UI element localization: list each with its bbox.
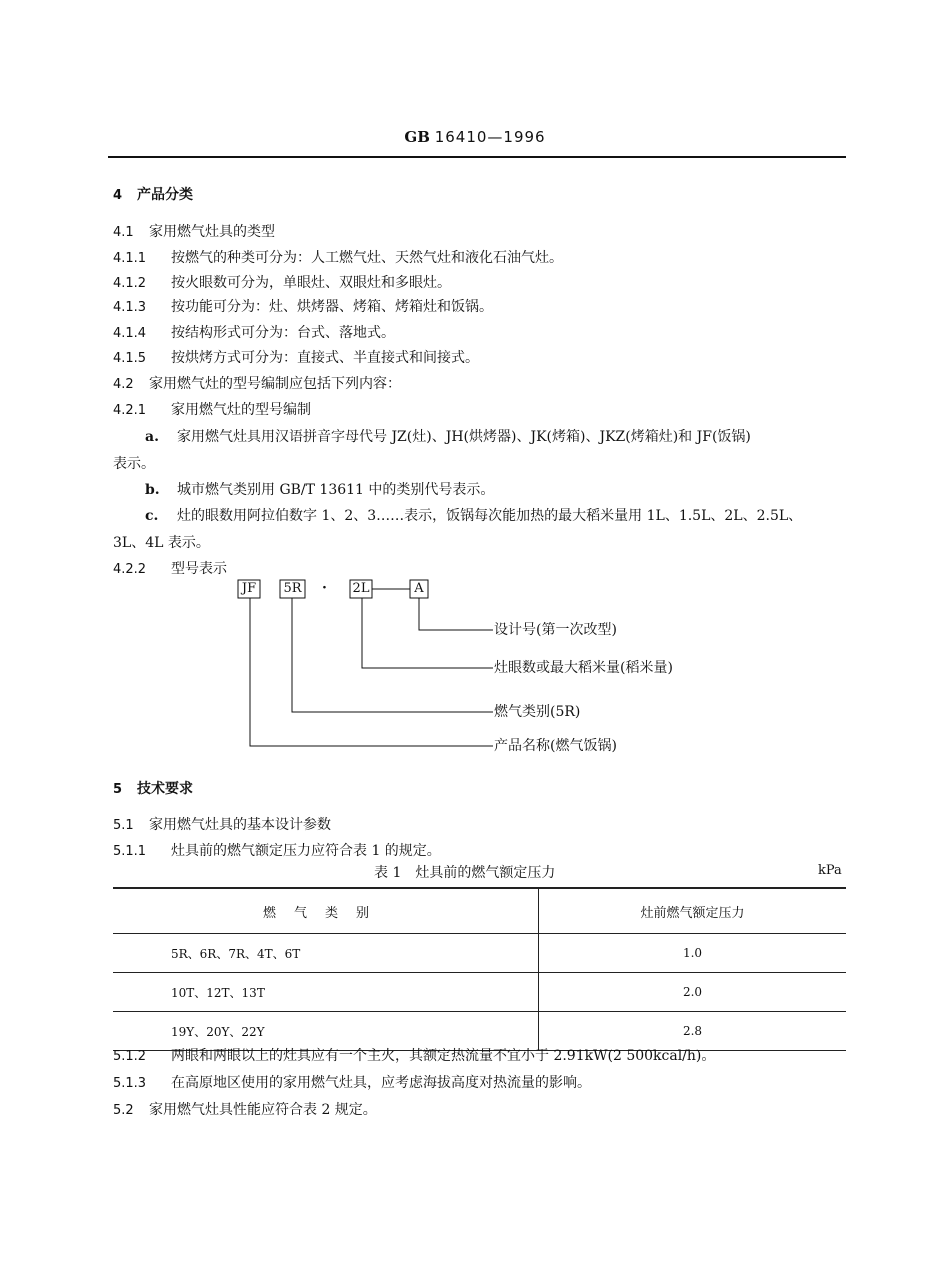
section-line: 4.1.4 按结构形式可分为：台式、落地式。 [113,325,395,341]
connector-5r [292,598,493,712]
box-label: 5R [283,581,302,596]
table-row [113,934,846,973]
box-label: 2L [352,581,370,596]
section-line: 4.1.1 按燃气的种类可分为：人工燃气灶、天然气灶和液化石油气灶。 [113,250,563,266]
diagram-label: 燃气类别(5R) [494,704,581,720]
table-unit: kPa [818,863,842,878]
connector-a [419,598,493,630]
section-line: 4.2.2 型号表示 [113,561,227,577]
table-cell: 1.0 [539,934,847,973]
section-line: 4.1.3 按功能可分为：灶、烘烤器、烤箱、烤箱灶和饭锅。 [113,299,493,315]
pressure-table [113,887,846,1051]
connector-2l [362,598,493,668]
section-line: 4.2 家用燃气灶的型号编制应包括下列内容： [113,376,401,392]
table-cell: 5R、6R、7R、4T、6T [113,934,539,973]
table-cell: 2.0 [539,973,847,1012]
table-cell: 10T、12T、13T [113,973,539,1012]
table-header-row [113,888,846,934]
header-cell: 燃气类别 [113,888,539,934]
section-line: 5.1.2 两眼和两眼以上的灶具应有一个主火，其额定热流量不宜小于 2.91kW(2 500kcal/h)。 [113,1048,716,1064]
separator-dot: · [322,580,327,596]
section-line: 5.1.1 灶具前的燃气额定压力应符合表 1 的规定。 [113,843,441,859]
table-row [113,1012,846,1051]
item-b: b. 城市燃气类别用 GB/T 13611 中的类别代号表示。 [145,482,495,498]
section-heading: 4 产品分类 [113,187,193,203]
item-c-cont: 3L、4L 表示。 [113,535,210,551]
box-label: A [414,581,424,596]
diagram-label: 灶眼数或最大稻米量(稻米量) [494,660,673,676]
box-label: JF [241,581,257,596]
section-line: 4.1.5 按烘烤方式可分为：直接式、半直接式和间接式。 [113,350,479,366]
section-line: 5.1.3 在高原地区使用的家用燃气灶具，应考虑海拔高度对热流量的影响。 [113,1075,591,1091]
standard-code: GB [404,128,430,146]
section-heading: 5 技术要求 [113,781,193,797]
section-line: 4.2.1 家用燃气灶的型号编制 [113,402,311,418]
item-a: a. 家用燃气灶具用汉语拼音字母代号 JZ(灶)、JH(烘烤器)、JK(烤箱)、JKZ(烤箱灶)和 JF(饭锅) [145,429,751,445]
table-cell: 2.8 [539,1012,847,1051]
table-caption: 表 1 灶具前的燃气额定压力 [374,865,556,881]
header-cell: 灶前燃气额定压力 [539,888,847,934]
diagram-label: 产品名称(燃气饭锅) [494,738,617,754]
table-cell: 19Y、20Y、22Y [113,1012,539,1051]
standard-number: 16410—1996 [434,128,546,146]
item-a-cont: 表示。 [113,456,155,472]
table-row [113,973,846,1012]
item-c: c. 灶的眼数用阿拉伯数字 1、2、3……表示，饭锅每次能加热的最大稻米量用 1L、1.5L、2L、2.5L、 [145,508,803,524]
connector-jf [250,598,493,746]
section-line: 4.1 家用燃气灶具的类型 [113,224,275,240]
diagram-label: 设计号(第一次改型) [494,622,617,638]
section-line: 5.2 家用燃气灶具性能应符合表 2 规定。 [113,1102,377,1118]
section-line: 4.1.2 按火眼数可分为，单眼灶、双眼灶和多眼灶。 [113,275,451,291]
section-line: 5.1 家用燃气灶具的基本设计参数 [113,817,331,833]
